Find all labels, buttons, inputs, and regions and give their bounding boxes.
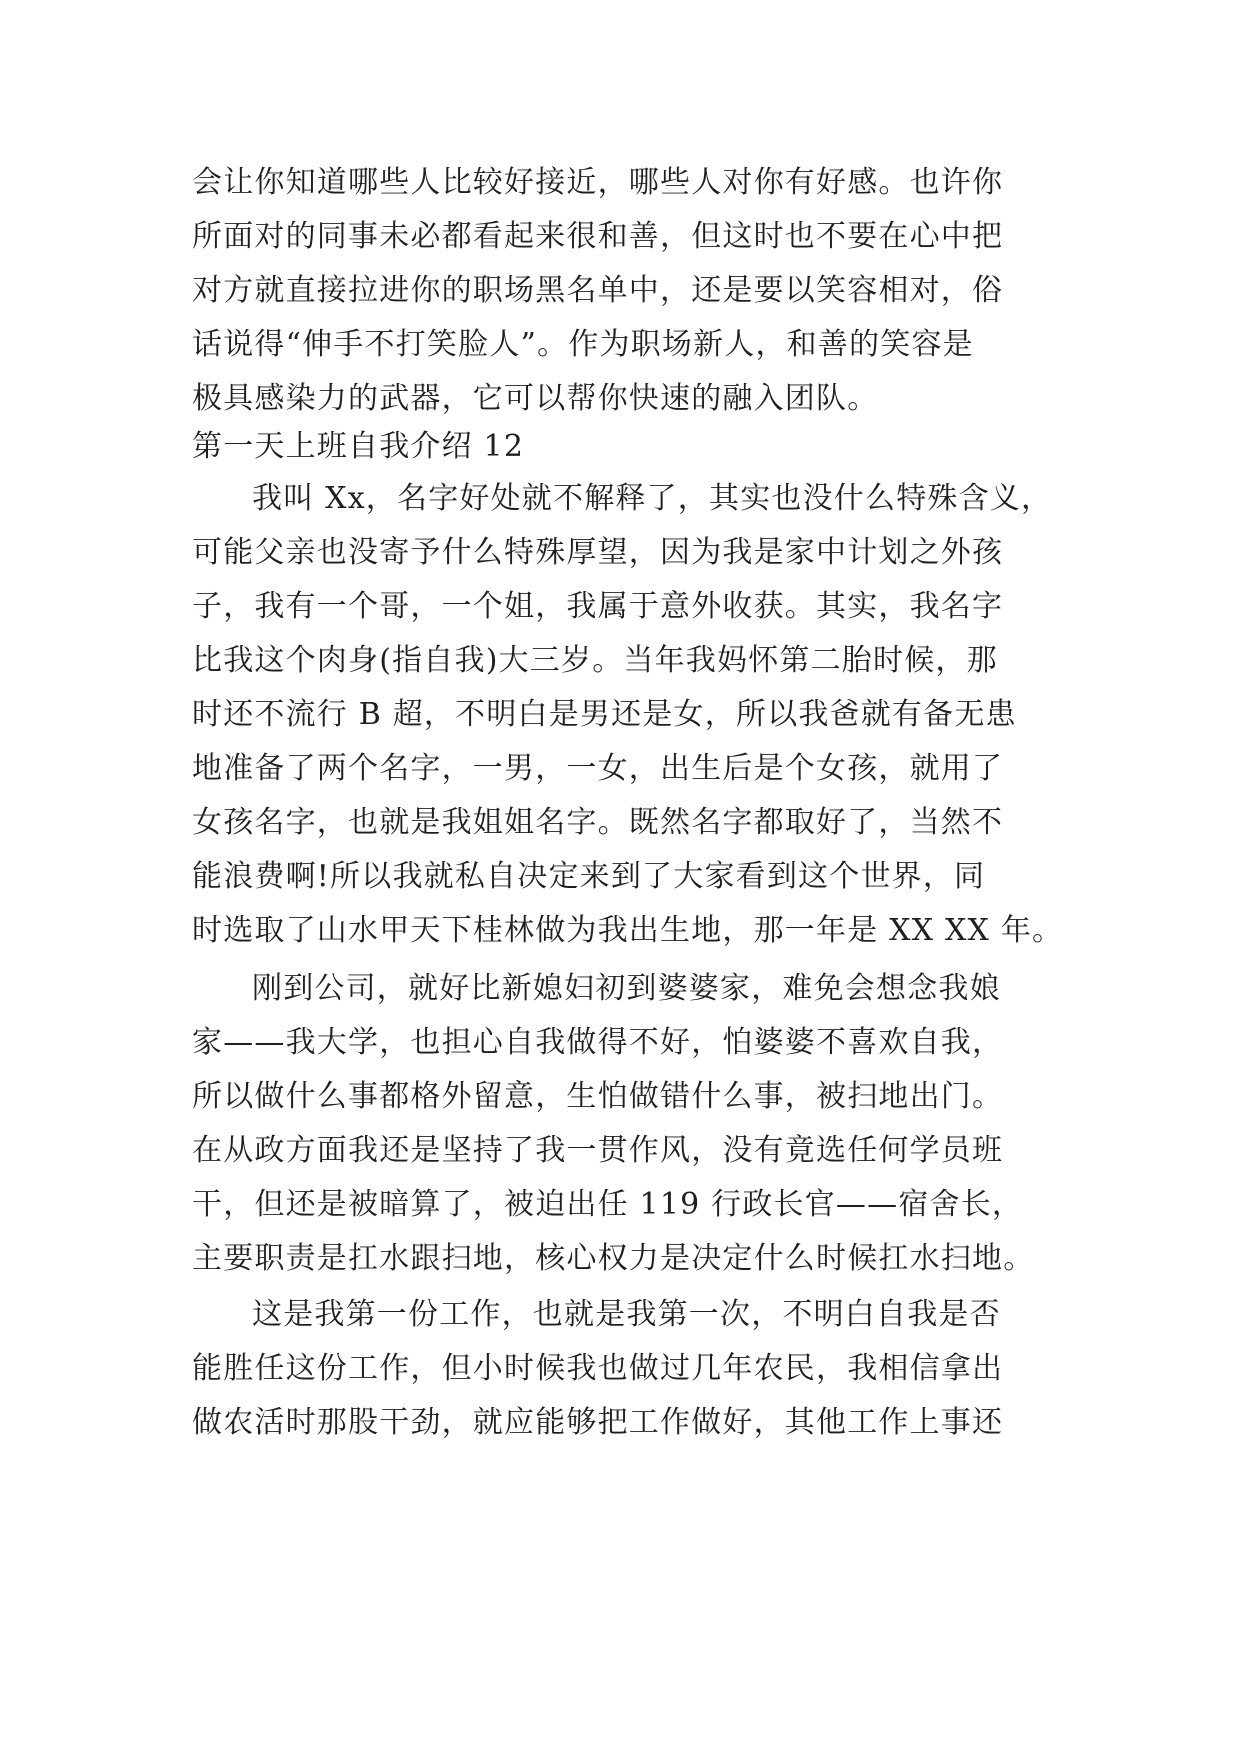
body-line: 会让你知道哪些人比较好接近，哪些人对你有好感。也许你: [192, 165, 1004, 200]
body-line: 做农活时那股干劲，就应能够把工作做好，其他工作上事还: [192, 1405, 1004, 1440]
paragraph-first-line: 刚到公司，就好比新媳妇初到婆婆家，难免会想念我娘: [252, 971, 1001, 1006]
section-heading: 第一天上班自我介绍 12: [192, 429, 525, 464]
body-line: 能浪费啊!所以我就私自决定来到了大家看到这个世界，同: [192, 859, 986, 894]
body-line: 干，但还是被暗算了，被迫出任 119 行政长官——宿舍长，: [192, 1187, 1024, 1222]
body-line: 在从政方面我还是坚持了我一贯作风，没有竟选任何学员班: [192, 1133, 1004, 1168]
paragraph-first-line: 这是我第一份工作，也就是我第一次，不明白自我是否: [252, 1297, 1001, 1332]
body-line: 可能父亲也没寄予什么特殊厚望，因为我是家中计划之外孩: [192, 535, 1004, 570]
body-line: 所面对的同事未必都看起来很和善，但这时也不要在心中把: [192, 219, 1004, 254]
body-line: 对方就直接拉进你的职场黑名单中，还是要以笑容相对，俗: [192, 273, 1004, 308]
body-line: 时选取了山水甲天下桂林做为我出生地，那一年是 XX XX 年。: [192, 913, 1064, 948]
body-line: 比我这个肉身(指自我)大三岁。当年我妈怀第二胎时候，那: [192, 643, 998, 678]
body-line: 能胜任这份工作，但小时候我也做过几年农民，我相信拿出: [192, 1351, 1004, 1386]
body-line: 家——我大学，也担心自我做得不好，怕婆婆不喜欢自我，: [192, 1025, 1004, 1060]
body-line: 极具感染力的武器，它可以帮你快速的融入团队。: [192, 381, 879, 416]
body-line: 地准备了两个名字，一男，一女，出生后是个女孩，就用了: [192, 751, 1004, 786]
body-line: 女孩名字，也就是我姐姐名字。既然名字都取好了，当然不: [192, 805, 1004, 840]
body-line: 所以做什么事都格外留意，生怕做错什么事，被扫地出门。: [192, 1079, 1004, 1114]
body-line: 话说得“伸手不打笑脸人”。作为职场新人，和善的笑容是: [192, 327, 974, 362]
body-line: 时还不流行 B 超，不明白是男还是女，所以我爸就有备无患: [192, 697, 1017, 732]
paragraph-first-line: 我叫 Xx，名字好处就不解释了，其实也没什么特殊含义，: [252, 481, 1053, 516]
body-line: 子，我有一个哥，一个姐，我属于意外收获。其实，我名字: [192, 589, 1004, 624]
body-line: 主要职责是扛水跟扫地，核心权力是决定什么时候扛水扫地。: [192, 1241, 1035, 1276]
